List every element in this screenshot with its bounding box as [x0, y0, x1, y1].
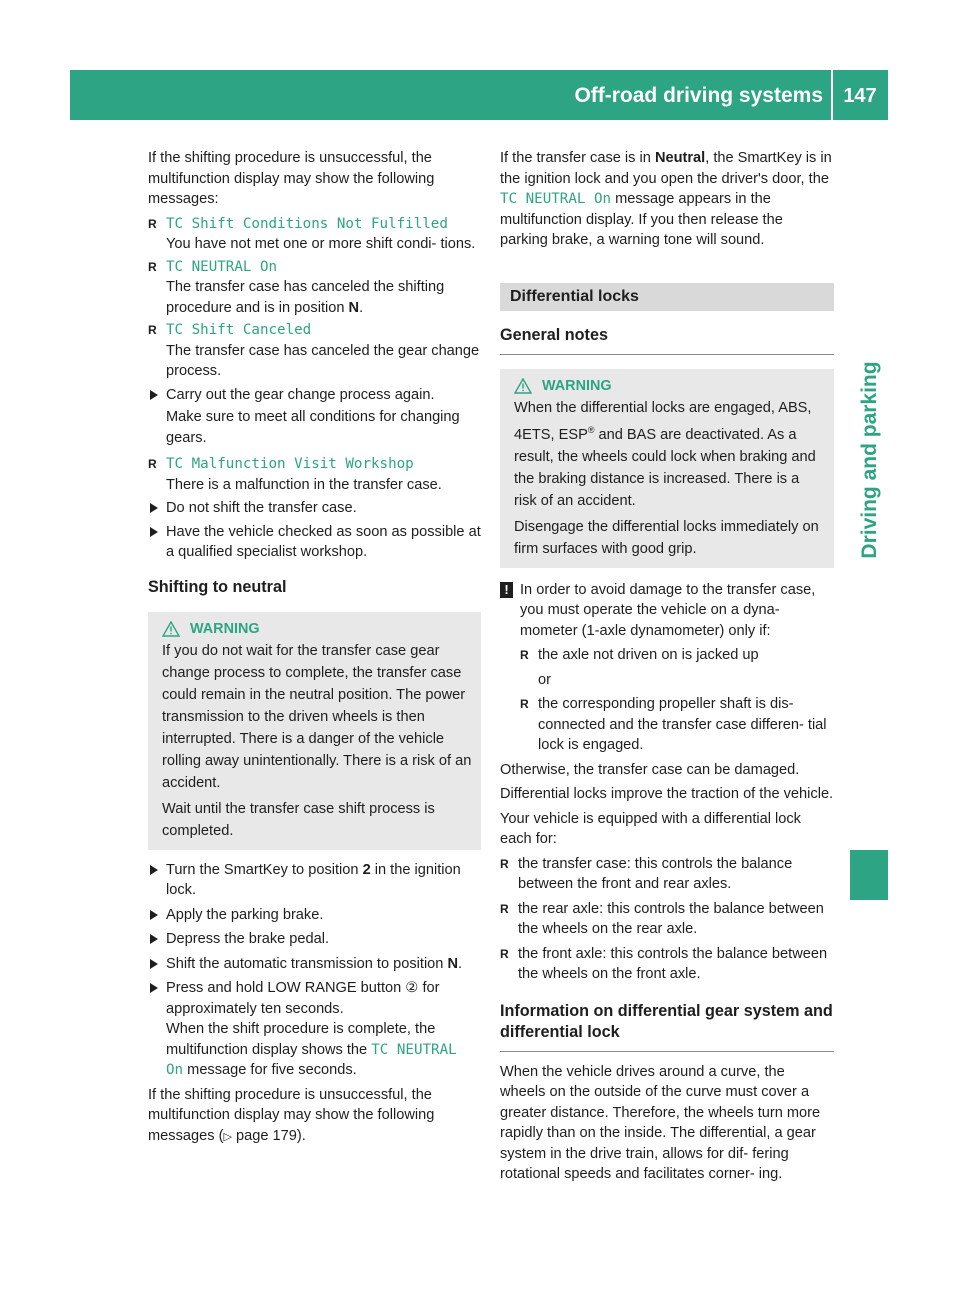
side-tab-label: Driving and parking [858, 361, 881, 559]
message-description: The transfer case has canceled the shifting procedure and is in position N. [166, 279, 445, 316]
display-message: TC NEUTRAL On [166, 1041, 457, 1078]
right-column [500, 148, 834, 1185]
list-item: R the corresponding propeller shaft is dis- connected and the transfer case differen- tial lock is engaged. [520, 694, 834, 756]
instruction-step: Do not shift the transfer case. [148, 498, 481, 519]
instruction-step: Apply the parking brake. [148, 905, 481, 926]
list-item: R the front axle: this controls the balance between the wheels on the front axle. [500, 944, 834, 985]
instruction-step: Carry out the gear change process again. [148, 385, 481, 406]
side-tab-marker [850, 850, 888, 900]
button-number-icon: ② [405, 980, 419, 996]
instruction-step: Have the vehicle checked as soon as possible at a qualified specialist workshop. [148, 522, 481, 563]
list-item [148, 214, 481, 235]
list-item [148, 454, 481, 475]
warning-text: Disengage the differential locks immediately on firm surfaces with good grip. [514, 518, 819, 557]
display-message: TC NEUTRAL On [166, 258, 278, 275]
list-item: R the axle not driven on is jacked up [520, 645, 834, 666]
warning-text: If you do not wait for the transfer case gear change process to complete, the transfer case could remain in the neutral position. The power transmission to the driven wheels is then interrupted. There is a danger of the vehicle rolling away unintentionally. There is a risk of an accident. [162, 642, 472, 791]
warning-triangle-icon [162, 621, 180, 637]
message-description: You have not met one or more shift condi- tions. [166, 236, 476, 252]
note [500, 580, 834, 756]
paragraph: If the shifting procedure is unsuccessful, the multifunction display may show the following messages (▷ page 179). [148, 1086, 435, 1144]
warning-heading: WARNING [514, 375, 826, 397]
page-title: Off-road driving systems [574, 84, 823, 107]
note-text: or [538, 671, 551, 688]
paragraph: Differential locks improve the traction of the vehicle. [500, 786, 834, 803]
page-ref-icon: ▷ [223, 1130, 232, 1143]
list-item [148, 257, 481, 278]
display-message: TC Shift Canceled [166, 322, 312, 338]
paragraph: Otherwise, the transfer case can be damaged. [500, 761, 800, 778]
list-item [148, 320, 481, 341]
warning-box [148, 612, 481, 850]
message-description: There is a malfunction in the transfer case. [166, 476, 442, 493]
left-column [148, 148, 481, 1147]
warning-text: Wait until the transfer case shift process is completed. [162, 800, 435, 839]
instruction-step: Press and hold LOW RANGE button ② for approximately ten seconds. When the shift procedure is complete, the multifunction display shows the TC NEUTRAL On message for five seconds. [148, 978, 481, 1081]
exclamation-icon: ! [500, 582, 513, 598]
warning-heading: WARNING [162, 618, 473, 640]
paragraph: Your vehicle is equipped with a differential lock each for: [500, 810, 801, 848]
warning-box [500, 369, 834, 568]
warning-text: When the differential locks are engaged, ABS, 4ETS, ESP® and BAS are deactivated. As a result, the wheels could lock when braking and the braking distance is increased. There is a risk of an accident. [514, 400, 816, 509]
instruction-step: Shift the automatic transmission to position N. [148, 954, 481, 975]
header-separator [831, 70, 833, 120]
paragraph: If the shifting procedure is unsuccessful, the multifunction display may show the following messages: [148, 150, 435, 207]
page-number: 147 [843, 85, 877, 107]
section-heading: General notes [500, 325, 834, 355]
section-heading: Shifting to neutral [148, 577, 287, 596]
note-text: In order to avoid damage to the transfer case, you must operate the vehicle on a dyna- mometer (1-axle dynamometer) only if: [520, 581, 816, 639]
section-heading: Information on differential gear system and differential lock [500, 1001, 834, 1052]
message-description: The transfer case has canceled the gear change process. [166, 342, 480, 379]
page-reference-link[interactable]: page 179). [235, 1127, 306, 1144]
instruction-step: Turn the SmartKey to position 2 in the ignition lock. [148, 860, 481, 901]
instruction-step: Depress the brake pedal. [148, 929, 481, 950]
warning-triangle-icon [514, 378, 532, 394]
paragraph: If the transfer case is in Neutral, the SmartKey is in the ignition lock and you open the driver's door, the TC NEUTRAL On message appears in the multifunction display. If you then release the parking brake, a warning tone will sound. [500, 150, 832, 248]
instruction-note: Make sure to meet all conditions for changing gears. [166, 409, 460, 446]
display-message: TC NEUTRAL On [500, 191, 612, 207]
display-message: TC Shift Conditions Not Fulfilled [166, 215, 448, 232]
paragraph: When the vehicle drives around a curve, the wheels on the outside of the curve must cover a greater distance. Therefore, the wheels turn more rapidly than on the inside. The differential, a gear system in the drive train, allows for dif- fering rotational speeds and facilitates corner- ing. [500, 1063, 821, 1183]
list-item: R the rear axle: this controls the balance between the wheels on the rear axle. [500, 899, 834, 940]
list-item: R the transfer case: this controls the balance between the front and rear axles. [500, 854, 834, 895]
section-title: Differential locks [500, 283, 834, 312]
display-message: TC Malfunction Visit Workshop [166, 456, 414, 472]
